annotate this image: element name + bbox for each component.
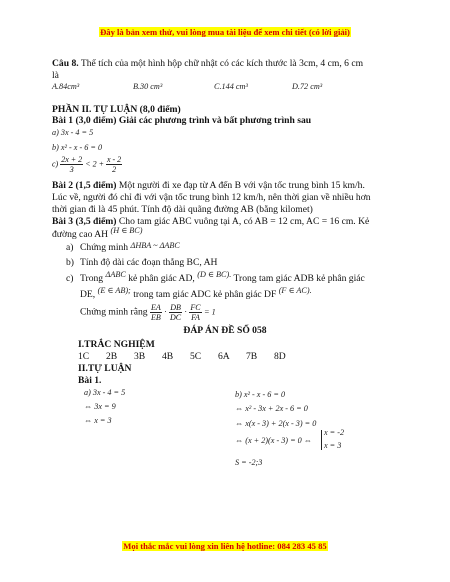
bai-2-line-3: thời gian đi là 45 phút. Tính độ dài quãng đường AB (bằng kilomet) [52,204,313,215]
bai-3-a-label: a) [66,242,74,253]
answer-5: 5C [190,351,202,362]
bai-3-a-text: Chứng minh [80,242,129,253]
numerator: EA [150,303,161,312]
denominator: DC [170,313,182,322]
bai-3-c-line-2 [80,286,312,301]
bai-1-c [52,155,122,174]
hotline-banner: Mọi thắc mắc vui lòng xin liên hệ hotline: 084 283 45 85 [123,541,327,551]
answer-4: 4B [162,351,174,362]
bai-3-c-label: c) [66,273,74,284]
bai-2 [52,180,365,192]
dot: · [184,307,187,317]
bai-1-answer-label: Bài 1. [78,375,102,386]
fraction [150,303,162,322]
fraction [189,303,201,322]
solution-set: S = -2;3 [235,458,263,467]
right-step-1: b) x² - x - 6 = 0 [235,390,286,399]
right-step-3: ⇔ x(x - 3) + 2(x - 3) = 0 [235,419,317,428]
bai-2-label: Bài 2 (1,5 điểm) [52,180,117,191]
text: Trong [80,273,104,284]
inequality-middle: < 2 + [85,159,104,169]
math-expression: = 1 [204,307,216,317]
bai-1-title: Bài 1 (3,0 điểm) Giải các phương trình và bất phương trình sau [52,115,312,126]
bai-3-b-text: Tính độ dài các đoạn thẳng BC, AH [80,257,218,268]
option-a: A.84cm³ [52,82,80,91]
question-8 [52,58,363,70]
math-expression: (D ∈ BC). [197,270,232,279]
left-step-2: ⇔ 3x = 9 [84,402,116,411]
text: trong tam giác ADC kẻ phân giác DF [133,289,277,300]
bai-3-text-cont: đường cao AH [52,229,109,240]
bai-3 [52,216,369,228]
math-expression: (H ∈ BC) [110,226,143,235]
dot: · [164,307,167,317]
numerator: x - 2 [106,155,122,164]
answer-1: 1C [78,351,90,362]
bai-3-text: Cho tam giác ABC vuông tại A, có AB = 12 cm, AC = 16 cm. Kẻ [116,216,370,227]
fraction [169,303,182,322]
option-c: C.144 cm³ [214,82,248,91]
math-expression: (E ∈ AB); [97,286,131,295]
answer-7: 7B [246,351,258,362]
tl-title: II.TỰ LUẬN [78,363,132,374]
answer-title: ĐÁP ÁN ĐỀ SỐ 058 [183,325,267,336]
math-expression: ΔHBA ~ ΔABC [130,241,180,250]
text: DE, [80,289,96,300]
right-step-4: ⇔ (x + 2)(x - 3) = 0 ⇔ [235,436,312,445]
answer-2: 2B [106,351,118,362]
bai-3-label: Bài 3 (3,5 điểm) [52,216,117,227]
bai-3-c-line-1 [80,270,365,285]
question-8-label: Câu 8. [52,58,79,69]
bai-1-a: a) 3x - 4 = 5 [52,128,94,137]
fraction [106,155,122,174]
tn-title: I.TRẮC NGHIỆM [78,339,155,350]
option-b: B.30 cm³ [133,82,163,91]
left-step-3: ⇔ x = 3 [84,416,112,425]
question-8-text-cont: là [52,70,59,81]
left-step-1: a) 3x - 4 = 5 [84,388,126,397]
text: kẻ phân giác AD, [128,273,195,284]
case-2: x = 3 [324,441,342,450]
denominator: 2 [112,165,117,174]
bai-2-text: Một người đi xe đạp từ A đến B với vận tốc trung bình 15 km/h. [116,180,365,191]
answer-6: 6A [218,351,230,362]
bai-3-a [80,242,180,254]
math-expression: (F ∈ AC). [278,286,312,295]
bai-1-c-label: c) [52,159,59,169]
numerator: DB [170,303,181,312]
text: Trong tam giác ADB kẻ phân giác [233,273,365,284]
fraction [60,155,83,174]
part-2-title: PHẦN II. TỰ LUẬN (8,0 điểm) [52,104,181,115]
bai-3-b-label: b) [66,257,74,268]
right-step-2: ⇔ x² - 3x + 2x - 6 = 0 [235,404,308,413]
option-d: D.72 cm³ [292,82,323,91]
tn-answer-row [78,351,302,363]
question-8-text: Thể tích của một hình hộp chữ nhật có các kích thước là 3cm, 4 cm, 6 cm [80,58,364,69]
denominator: 3 [69,165,74,174]
denominator: FA [191,313,200,322]
numerator: FC [190,303,201,312]
case-brace [321,430,322,450]
answer-3: 3B [134,351,146,362]
bai-1-b: b) x² - x - 6 = 0 [52,143,103,152]
answer-8: 8D [274,351,286,362]
denominator: EB [150,313,161,322]
preview-banner: Đây là bản xem thử, vui lòng mua tài liệu để xem chi tiết (có lời giải) [100,27,350,37]
bai-3-c-line-3 [80,303,216,322]
math-expression: ΔABC [105,270,126,279]
numerator: 2x + 2 [61,155,83,164]
bai-2-line-2: Lúc về, người đó chỉ đi với vận tốc trung bình 12 km/h, nên thời gian về nhiều hơn [52,192,371,203]
text: Chứng minh rằng [80,306,148,318]
case-1: x = -2 [324,428,345,437]
bai-3-line-2 [52,226,143,241]
